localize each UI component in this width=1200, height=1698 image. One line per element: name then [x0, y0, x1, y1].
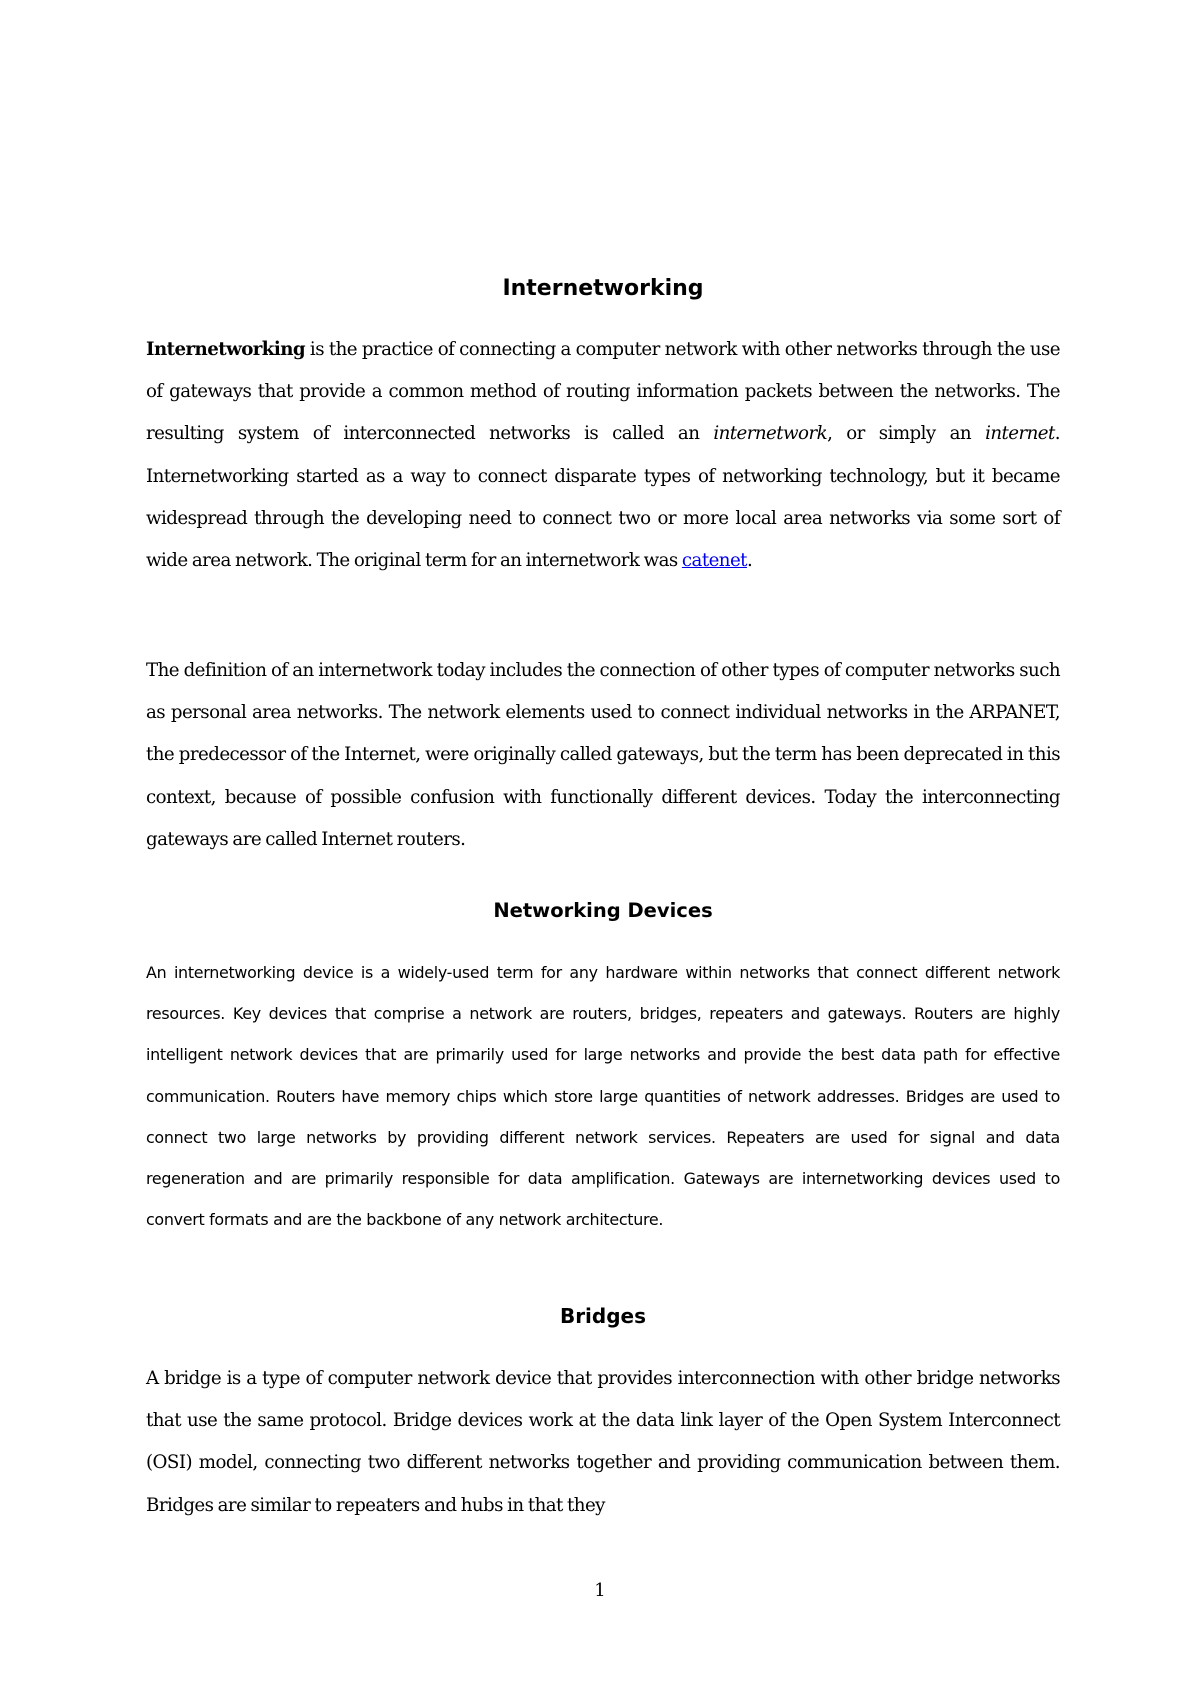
- bold-term-internetworking: Internetworking: [146, 339, 306, 360]
- paragraph-text: . Internetworking started as a way to connect disparate types of networking technology, but it became widespread through the developing need to connect two or more local area networks via some sort of wide area network. The original term for an internetwork was: [146, 423, 1060, 572]
- paragraph-internetwork-today: The definition of an internetwork today includes the connection of other types of computer networks such as personal area networks. The network elements used to connect individual networks in the ARPANET, the predecessor of the Internet, were originally called gateways, but the term has been deprecated in this context, because of possible confusion with functionally different devices. Today the interconnecting gateways are called Internet routers.: [146, 660, 1060, 850]
- heading-bridges: Bridges: [559, 1304, 647, 1328]
- page-number: 1: [594, 1580, 606, 1601]
- paragraph-text: .: [746, 550, 753, 572]
- heading-internetworking: Internetworking: [502, 276, 704, 301]
- paragraph-internetworking-definition: [146, 329, 1060, 582]
- paragraph-text: , or simply an: [827, 423, 986, 445]
- heading-networking-devices: Networking Devices: [493, 899, 713, 922]
- paragraph-networking-devices: An internetworking device is a widely-used term for any hardware within networks that connect different network resources. Key devices that comprise a network are routers, bridges, repeaters and gateways. Routers are highly intelligent network devices that are primarily used for large networks and provide the best data path for effective communication. Routers have memory chips which store large quantities of network addresses. Bridges are used to connect two large networks by providing different network services. Repeaters are used for signal and data regeneration and are primarily responsible for data amplification. Gateways are internetworking devices used to convert formats and are the backbone of any network architecture.: [146, 963, 1060, 1230]
- paragraph-text: is the practice of connecting a computer network with other networks through the use of gateways that provide a common method of routing information packets between the networks. The resulting system of interconnected networks is called an: [146, 339, 1060, 445]
- catenet-link[interactable]: catenet: [681, 550, 747, 572]
- italic-term-internet: internet: [985, 423, 1055, 445]
- paragraph-bridges: A bridge is a type of computer network device that provides interconnection with other bridge networks that use the same protocol. Bridge devices work at the data link layer of the Open System Interconnect (OSI) model, connecting two different networks together and providing communication between them. Bridges are similar to repeaters and hubs in that they: [146, 1368, 1060, 1516]
- italic-term-internetwork: internetwork: [713, 423, 828, 445]
